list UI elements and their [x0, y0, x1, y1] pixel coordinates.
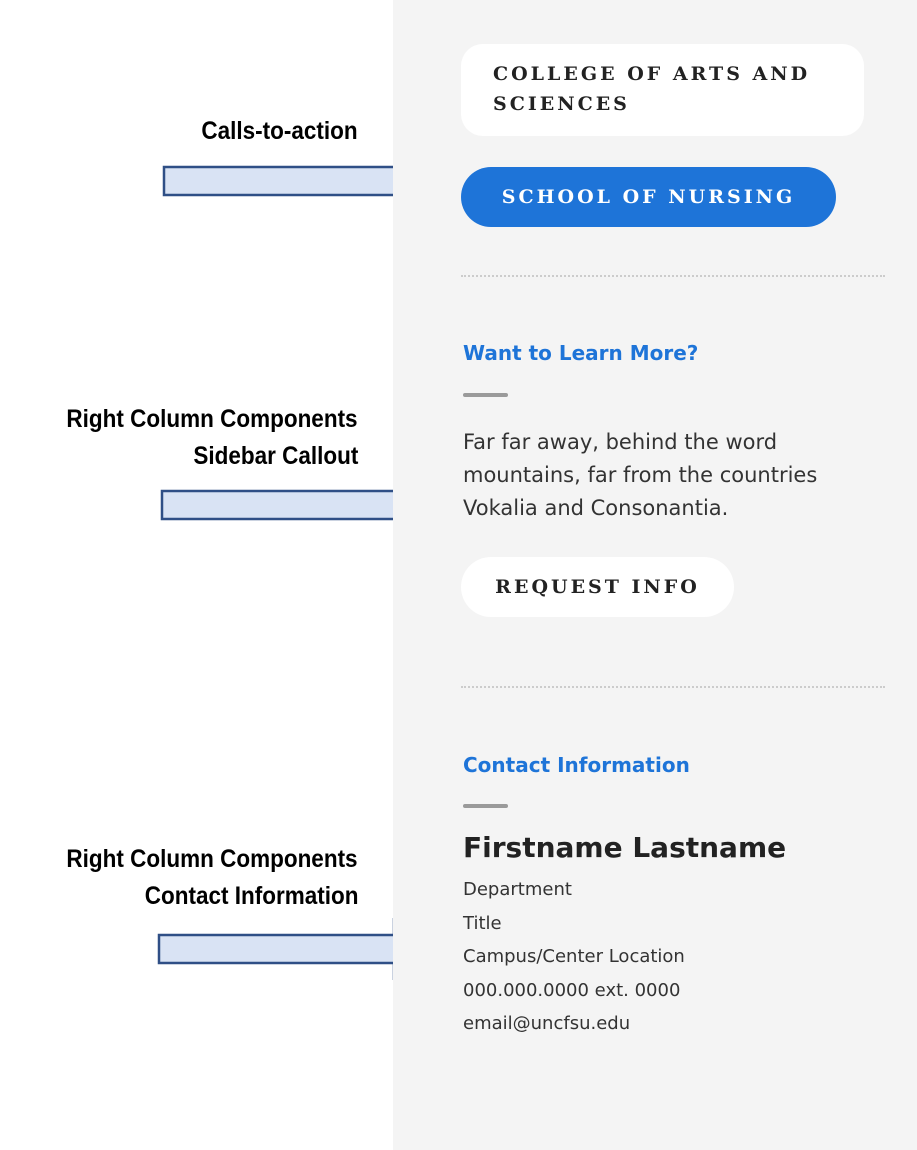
- school-of-nursing-button[interactable]: SCHOOL OF NURSING: [461, 167, 836, 227]
- contact-heading: Contact Information: [463, 753, 690, 777]
- contact-department: Department: [463, 879, 572, 900]
- arrow-right-icon: [162, 150, 432, 212]
- callout-body: [463, 426, 863, 525]
- college-of-arts-and-sciences-button[interactable]: [461, 44, 864, 136]
- contact-phone: 000.000.0000 ext. 0000: [463, 979, 681, 1001]
- section-divider: [461, 686, 885, 688]
- annotation-callout-line2: Sidebar Callout: [192, 442, 358, 470]
- contact-location: Campus/Center Location: [463, 946, 685, 967]
- contact-details: [463, 873, 685, 1041]
- cta-primary-line1: COLLEGE OF ARTS AND: [493, 63, 811, 85]
- right-column-sidebar: [393, 0, 917, 1150]
- callout-body-line3: Vokalia and Consonantia.: [463, 496, 729, 520]
- contact-name: Firstname Lastname: [463, 831, 787, 864]
- callout-body-line1: Far far away, behind the word: [463, 430, 778, 454]
- contact-email: email@uncfsu.edu: [463, 1013, 631, 1034]
- callout-heading: Want to Learn More?: [463, 341, 699, 365]
- arrow-right-icon: [157, 918, 427, 980]
- section-divider: [461, 275, 885, 277]
- callout-body-line2: mountains, far from the countries: [463, 463, 818, 487]
- cta-primary-line2: SCIENCES: [493, 93, 630, 115]
- annotation-cta-label: Calls-to-action: [201, 117, 358, 145]
- annotation-column: [0, 0, 393, 1150]
- contact-accent-bar: [463, 804, 508, 808]
- callout-accent-bar: [463, 393, 508, 397]
- arrow-right-icon: [160, 474, 430, 536]
- contact-title: Title: [463, 912, 502, 934]
- annotation-callout-line1: Right Column Components: [66, 405, 358, 433]
- annotation-contact-line2: Contact Information: [144, 882, 358, 910]
- annotation-contact-line1: Right Column Components: [66, 845, 358, 873]
- request-info-button[interactable]: REQUEST INFO: [461, 557, 734, 617]
